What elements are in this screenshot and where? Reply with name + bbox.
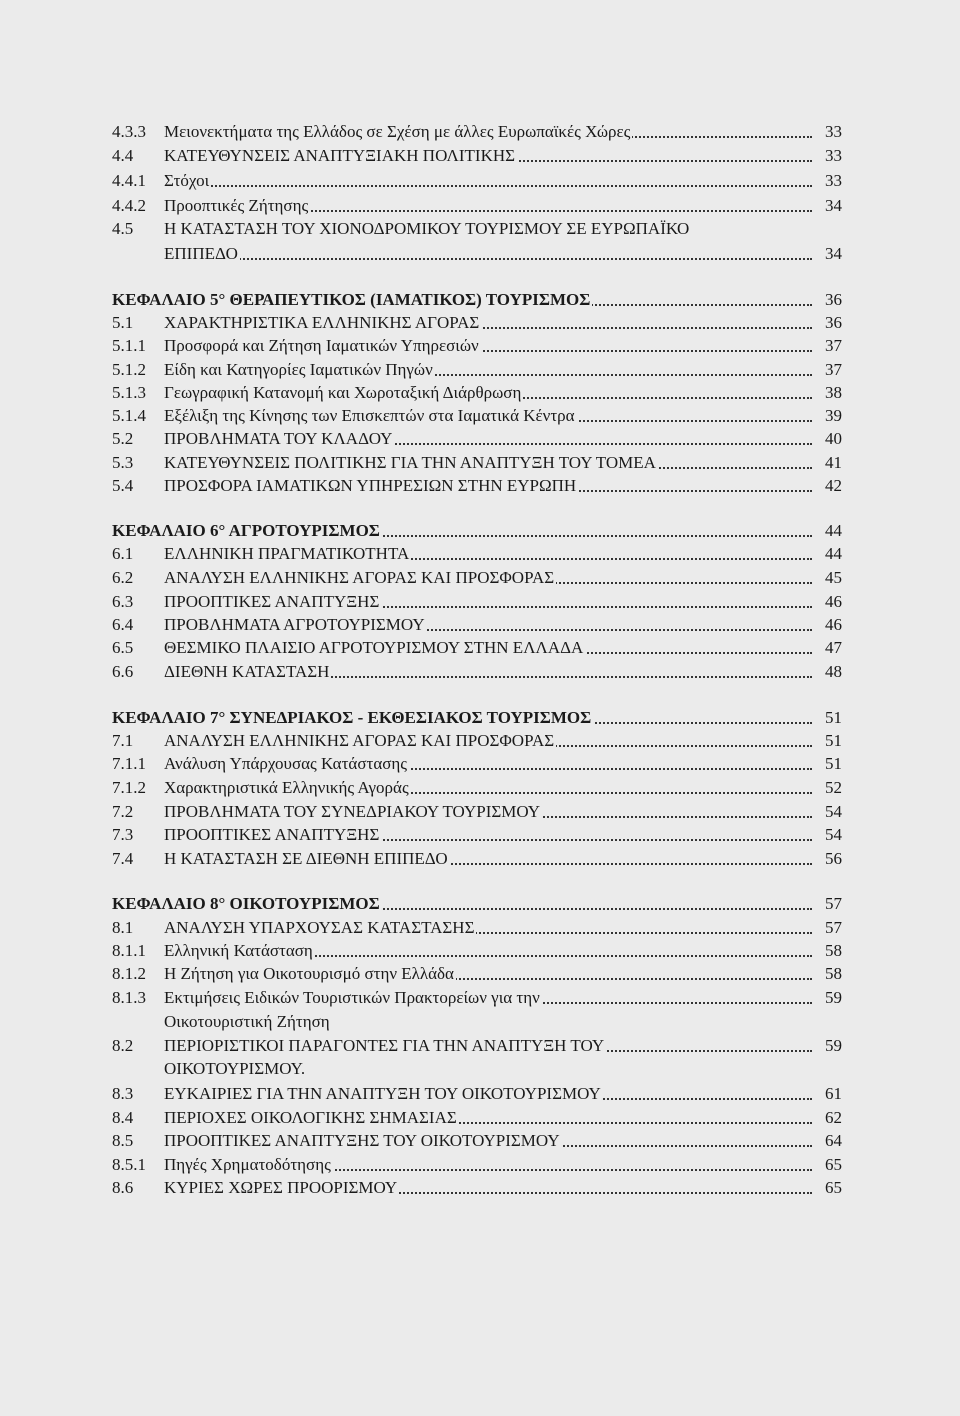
page-number: 39 [825, 406, 842, 425]
section-number: 7.1.1 [112, 754, 146, 773]
section-number: 4.5 [112, 219, 134, 238]
page-number: 58 [825, 964, 842, 983]
page-number: 65 [825, 1178, 842, 1197]
toc-entry [112, 1058, 842, 1080]
section-title: Μειονεκτήματα της Ελλάδος σε Σχέση με άλλες Ευρωπαϊκές Χώρες [164, 122, 631, 141]
section-title: ΚΑΤΕΥΘΥΝΣΕΙΣ ΑΝΑΠΤΥΞΙΑΚΗ ΠΟΛΙΤΙΚΗΣ [164, 146, 516, 165]
section-number: 7.2 [112, 802, 134, 821]
section-title: ΚΕΦΑΛΑΙΟ 5° ΘΕΡΑΠΕΥΤΙΚΟΣ (ΙΑΜΑΤΙΚΟΣ) ΤΟΥΡΙΣΜΟΣ [112, 290, 591, 309]
section-number: 7.3 [112, 825, 134, 844]
page-number: 58 [825, 941, 842, 960]
toc-entry [112, 801, 842, 823]
section-title: ΚΥΡΙΕΣ ΧΩΡΕΣ ΠΡΟΟΡΙΣΜΟΥ [164, 1178, 398, 1197]
section-title: Προοπτικές Ζήτησης [164, 196, 309, 215]
section-title: ΠΕΡΙΟΡΙΣΤΙΚΟΙ ΠΑΡΑΓΟΝΤΕΣ ΓΙΑ ΤΗΝ ΑΝΑΠΤΥΞΗ ΤΟΥ [164, 1036, 605, 1055]
section-title: ΠΡΟΟΠΤΙΚΕΣ ΑΝΑΠΤΥΞΗΣ ΤΟΥ ΟΙΚΟΤΟΥΡΙΣΜΟΥ [164, 1131, 560, 1150]
dot-leader [164, 185, 812, 187]
page-number: 36 [825, 313, 842, 332]
chapter-heading [112, 289, 842, 311]
section-number: 4.3.3 [112, 122, 146, 141]
section-title: ΘΕΣΜΙΚΟ ΠΛΑΙΣΙΟ ΑΓΡΟΤΟΥΡΙΣΜΟΥ ΣΤΗΝ ΕΛΛΑΔΑ [164, 638, 584, 657]
section-title: ΚΕΦΑΛΑΙΟ 7° ΣΥΝΕΔΡΙΑΚΟΣ - ΕΚΘΕΣΙΑΚΟΣ ΤΟΥΡΙΣΜΟΣ [112, 708, 592, 727]
page-number: 40 [825, 429, 842, 448]
section-title: ΑΝΑΛΥΣΗ ΥΠΑΡΧΟΥΣΑΣ ΚΑΤΑΣΤΑΣΗΣ [164, 918, 475, 937]
section-number: 8.2 [112, 1036, 134, 1055]
page-number: 57 [825, 918, 842, 937]
page-number: 62 [825, 1108, 842, 1127]
dot-leader [164, 258, 812, 260]
toc-entry [112, 428, 842, 450]
toc-entry [112, 963, 842, 985]
page-number: 65 [825, 1155, 842, 1174]
page-number: 46 [825, 615, 842, 634]
page-number: 34 [825, 244, 842, 263]
section-number: 8.5 [112, 1131, 134, 1150]
page-number: 59 [825, 988, 842, 1007]
page-number: 45 [825, 568, 842, 587]
section-number: 5.3 [112, 453, 134, 472]
section-title: Εξέλιξη της Κίνησης των Επισκεπτών στα Ιαματικά Κέντρα [164, 406, 575, 425]
toc-entry [112, 218, 842, 240]
toc-entry [112, 243, 842, 265]
section-title: ΑΝΑΛΥΣΗ ΕΛΛΗΝΙΚΗΣ ΑΓΟΡΑΣ ΚΑΙ ΠΡΟΣΦΟΡΑΣ [164, 731, 555, 750]
toc-entry [112, 1130, 842, 1152]
section-title: ΔΙΕΘΝΗ ΚΑΤΑΣΤΑΣΗ [164, 662, 330, 681]
toc-entry [112, 567, 842, 589]
section-number: 4.4 [112, 146, 134, 165]
section-title: ΠΡΟΟΠΤΙΚΕΣ ΑΝΑΠΤΥΞΗΣ [164, 825, 380, 844]
toc-entry [112, 730, 842, 752]
section-number: 5.1.4 [112, 406, 146, 425]
section-number: 6.4 [112, 615, 134, 634]
page-number: 54 [825, 825, 842, 844]
section-number: 4.4.1 [112, 171, 146, 190]
section-title: ΠΡΟΒΛΗΜΑΤΑ ΑΓΡΟΤΟΥΡΙΣΜΟΥ [164, 615, 425, 634]
section-title: ΠΡΟΣΦΟΡΑ ΙΑΜΑΤΙΚΩΝ ΥΠΗΡΕΣΙΩΝ ΣΤΗΝ ΕΥΡΩΠΗ [164, 476, 577, 495]
toc-entry [112, 1011, 842, 1033]
section-title: ΠΕΡΙΟΧΕΣ ΟΙΚΟΛΟΓΙΚΗΣ ΣΗΜΑΣΙΑΣ [164, 1108, 457, 1127]
chapter-heading [112, 893, 842, 915]
section-number: 7.1 [112, 731, 134, 750]
toc-entry [112, 475, 842, 497]
section-number: 6.5 [112, 638, 134, 657]
page-number: 52 [825, 778, 842, 797]
section-number: 8.5.1 [112, 1155, 146, 1174]
toc-entry [112, 382, 842, 404]
section-number: 8.1 [112, 918, 134, 937]
page-number: 51 [825, 754, 842, 773]
page-number: 44 [825, 544, 842, 563]
page-number: 33 [825, 146, 842, 165]
toc-entry [112, 661, 842, 683]
section-number: 5.1.2 [112, 360, 146, 379]
page-number: 61 [825, 1084, 842, 1103]
section-title: ΚΑΤΕΥΘΥΝΣΕΙΣ ΠΟΛΙΤΙΚΗΣ ΓΙΑ ΤΗΝ ΑΝΑΠΤΥΞΗ ΤΟΥ ΤΟΜΕΑ [164, 453, 656, 472]
toc-entry [112, 1107, 842, 1129]
page-number: 54 [825, 802, 842, 821]
toc-entry [112, 824, 842, 846]
page-number: 33 [825, 122, 842, 141]
toc-entry [112, 591, 842, 613]
toc-entry [112, 917, 842, 939]
page-number: 47 [825, 638, 842, 657]
toc-entry [112, 940, 842, 962]
toc-entry [112, 987, 842, 1009]
section-title: ΑΝΑΛΥΣΗ ΕΛΛΗΝΙΚΗΣ ΑΓΟΡΑΣ ΚΑΙ ΠΡΟΣΦΟΡΑΣ [164, 568, 555, 587]
toc-entry [112, 614, 842, 636]
toc-entry [112, 1083, 842, 1105]
section-number: 8.4 [112, 1108, 134, 1127]
section-title: Η Ζήτηση για Οικοτουρισμό στην Ελλάδα [164, 964, 454, 983]
toc-entry [112, 1035, 842, 1057]
toc-entry [112, 777, 842, 799]
page-number: 64 [825, 1131, 842, 1150]
section-title: Ανάλυση Υπάρχουσας Κατάστασης [164, 754, 408, 773]
section-number: 7.4 [112, 849, 134, 868]
toc-entry [112, 405, 842, 427]
chapter-heading [112, 520, 842, 542]
page-number: 42 [825, 476, 842, 495]
toc-entry [112, 452, 842, 474]
section-number: 6.2 [112, 568, 134, 587]
page-number: 37 [825, 336, 842, 355]
section-number: 4.4.2 [112, 196, 146, 215]
toc-entry [112, 121, 842, 143]
toc-entry [112, 195, 842, 217]
section-title: Ελληνική Κατάσταση [164, 941, 313, 960]
toc-entry [112, 359, 842, 381]
section-title: Προσφορά και Ζήτηση Ιαματικών Υπηρεσιών [164, 336, 479, 355]
section-title: Είδη και Κατηγορίες Ιαματικών Πηγών [164, 360, 433, 379]
section-title: ΚΕΦΑΛΑΙΟ 6° ΑΓΡΟΤΟΥΡΙΣΜΟΣ [112, 521, 380, 540]
section-title: Γεωγραφική Κατανομή και Χωροταξική Διάρθρωση [164, 383, 522, 402]
section-number: 8.1.1 [112, 941, 146, 960]
section-title: Η ΚΑΤΑΣΤΑΣΗ ΤΟΥ ΧΙΟΝΟΔΡΟΜΙΚΟΥ ΤΟΥΡΙΣΜΟΥ ΣΕ ΕΥΡΩΠΑΪΚΟ [164, 219, 690, 238]
section-title: ΕΠΙΠΕΔΟ [164, 244, 238, 263]
toc-entry [112, 1177, 842, 1199]
page-number: 36 [825, 290, 842, 309]
section-number: 8.6 [112, 1178, 134, 1197]
section-number: 5.1.1 [112, 336, 146, 355]
page-number: 34 [825, 196, 842, 215]
section-title: ΕΥΚΑΙΡΙΕΣ ΓΙΑ ΤΗΝ ΑΝΑΠΤΥΞΗ ΤΟΥ ΟΙΚΟΤΟΥΡΙΣΜΟΥ [164, 1084, 601, 1103]
toc-entry [112, 170, 842, 192]
section-title: ΠΡΟΟΠΤΙΚΕΣ ΑΝΑΠΤΥΞΗΣ [164, 592, 380, 611]
page-number: 51 [825, 708, 842, 727]
section-number: 5.4 [112, 476, 134, 495]
section-number: 5.1.3 [112, 383, 146, 402]
section-title: Εκτιμήσεις Ειδικών Τουριστικών Πρακτορείων για την [164, 988, 540, 1007]
section-number: 6.3 [112, 592, 134, 611]
section-title: Οικοτουριστική Ζήτηση [164, 1012, 330, 1031]
section-number: 8.1.2 [112, 964, 146, 983]
toc-entry [112, 637, 842, 659]
section-number: 7.1.2 [112, 778, 146, 797]
section-number: 5.1 [112, 313, 134, 332]
section-title: ΠΡΟΒΛΗΜΑΤΑ ΤΟΥ ΣΥΝΕΔΡΙΑΚΟΥ ΤΟΥΡΙΣΜΟΥ [164, 802, 541, 821]
page-number: 44 [825, 521, 842, 540]
toc-entry [112, 753, 842, 775]
toc-entry [112, 145, 842, 167]
page-number: 57 [825, 894, 842, 913]
page-number: 46 [825, 592, 842, 611]
section-title: ΧΑΡΑΚΤΗΡΙΣΤΙΚΑ ΕΛΛΗΝΙΚΗΣ ΑΓΟΡΑΣ [164, 313, 480, 332]
page-number: 41 [825, 453, 842, 472]
chapter-heading [112, 707, 842, 729]
toc-entry [112, 543, 842, 565]
section-title: ΠΡΟΒΛΗΜΑΤΑ ΤΟΥ ΚΛΑΔΟΥ [164, 429, 393, 448]
page-number: 51 [825, 731, 842, 750]
page-number: 33 [825, 171, 842, 190]
section-title: Πηγές Χρηματοδότησης [164, 1155, 331, 1174]
section-number: 8.3 [112, 1084, 134, 1103]
section-title: ΚΕΦΑΛΑΙΟ 8° ΟΙΚΟΤΟΥΡΙΣΜΟΣ [112, 894, 380, 913]
toc-entry [112, 312, 842, 334]
toc-entry [112, 335, 842, 357]
section-title: ΕΛΛΗΝΙΚΗ ΠΡΑΓΜΑΤΙΚΟΤΗΤΑ [164, 544, 410, 563]
page-number: 48 [825, 662, 842, 681]
section-title: Στόχοι [164, 171, 210, 190]
page-number: 59 [825, 1036, 842, 1055]
page-number: 56 [825, 849, 842, 868]
page-number: 37 [825, 360, 842, 379]
section-number: 6.1 [112, 544, 134, 563]
page-number: 38 [825, 383, 842, 402]
section-title: Χαρακτηριστικά Ελληνικής Αγοράς [164, 778, 409, 797]
toc-entry [112, 848, 842, 870]
section-title: ΟΙΚΟΤΟΥΡΙΣΜΟΥ. [164, 1059, 306, 1078]
section-title: Η ΚΑΤΑΣΤΑΣΗ ΣΕ ΔΙΕΘΝΗ ΕΠΙΠΕΔΟ [164, 849, 448, 868]
section-number: 6.6 [112, 662, 134, 681]
section-number: 8.1.3 [112, 988, 146, 1007]
section-number: 5.2 [112, 429, 134, 448]
toc-entry [112, 1154, 842, 1176]
